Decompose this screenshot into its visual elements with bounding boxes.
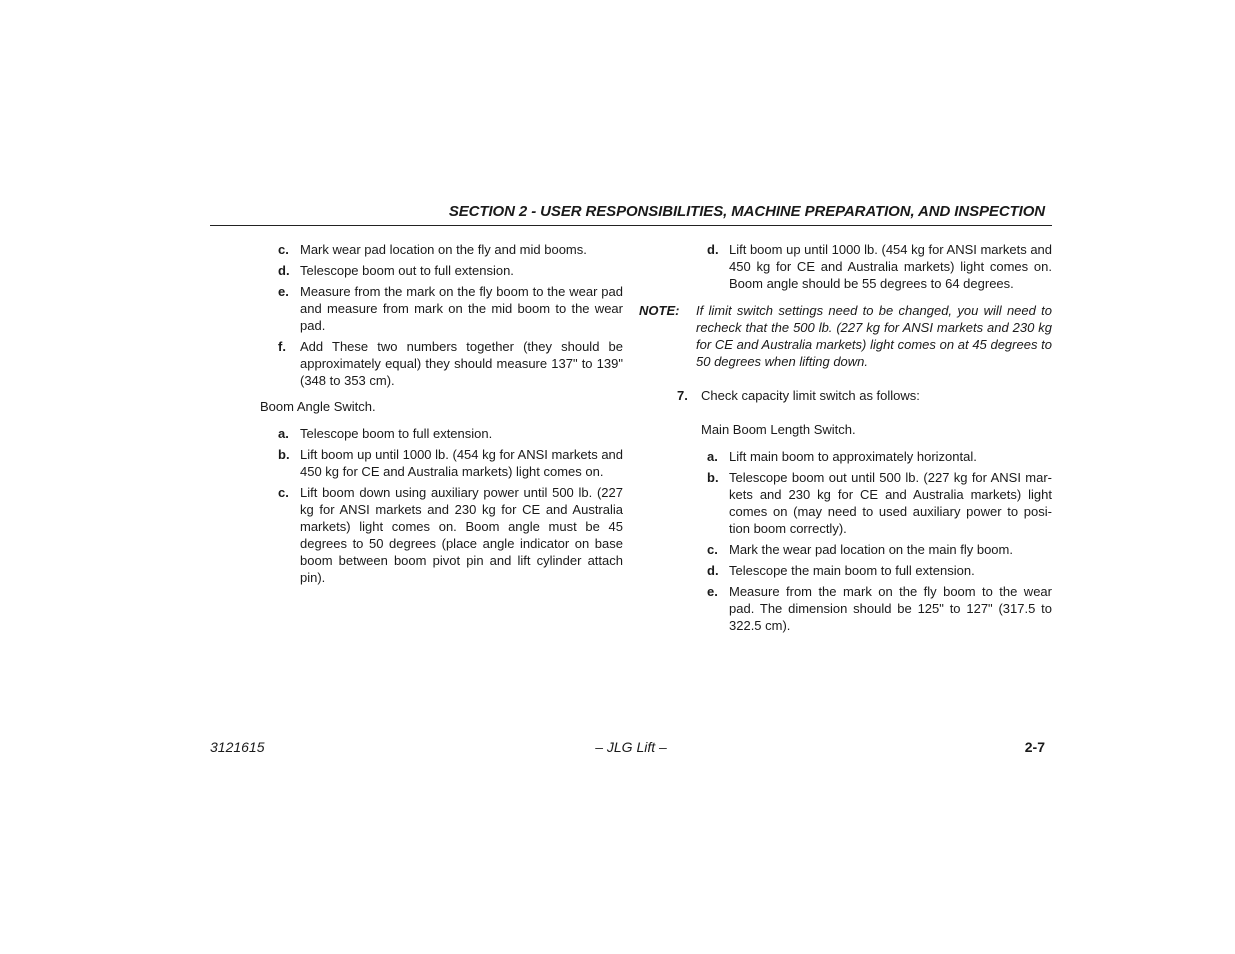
right-column xyxy=(639,241,1052,638)
list-item xyxy=(260,283,623,334)
subheading-main-boom-length-switch: Main Boom Length Switch. xyxy=(701,422,856,437)
footer-brand: – JLG Lift – xyxy=(595,739,667,755)
item-text: Add These two numbers together (they should be approximately equal) they should measure 137" to 139" (348 to 353 cm). xyxy=(300,339,623,388)
item-text: Telescope the main boom to full extension. xyxy=(729,563,975,578)
item-text: Measure from the mark on the fly boom to the wear pad. The dimension should be 125" to 127" (317.5 to 322.5 cm). xyxy=(729,584,1052,633)
list-item xyxy=(260,241,623,258)
item-marker: a. xyxy=(278,426,289,441)
note-block xyxy=(639,302,1052,370)
step-text: Check capacity limit switch as follows: xyxy=(701,388,920,403)
item-marker: c. xyxy=(707,542,718,557)
page-number: 2-7 xyxy=(1024,739,1045,755)
list-item xyxy=(260,446,623,480)
item-marker: a. xyxy=(707,449,718,464)
item-marker: e. xyxy=(707,584,718,599)
item-marker: b. xyxy=(707,470,719,485)
section-title: SECTION 2 - USER RESPONSIBILITIES, MACHINE PREPARATION, AND INSPECTION xyxy=(448,203,1045,220)
list-item xyxy=(639,562,1052,579)
item-marker: e. xyxy=(278,284,289,299)
list-item xyxy=(639,469,1052,537)
subheading-boom-angle-switch: Boom Angle Switch. xyxy=(260,399,376,414)
item-marker: c. xyxy=(278,242,289,257)
left-column xyxy=(260,241,623,590)
list-item xyxy=(260,484,623,586)
item-marker: d. xyxy=(278,263,290,278)
list-item xyxy=(260,262,623,279)
list-item xyxy=(639,241,1052,292)
item-text: Mark wear pad location on the fly and mid booms. xyxy=(300,242,587,257)
page-header xyxy=(210,203,1052,226)
item-text: Mark the wear pad location on the main fly boom. xyxy=(729,542,1013,557)
step-number: 7. xyxy=(677,388,688,403)
list-item xyxy=(639,448,1052,465)
document-number: 3121615 xyxy=(210,739,265,755)
list-item xyxy=(260,425,623,442)
item-text: Lift boom up until 1000 lb. (454 kg for ANSI markets and 450 kg for CE and Australia markets) light comes on. xyxy=(300,447,624,479)
item-text: Telescope boom out to full extension. xyxy=(300,263,514,278)
item-marker: f. xyxy=(278,339,286,354)
note-label: NOTE: xyxy=(639,303,680,318)
item-text: Lift boom up until 1000 lb. (454 kg for ANSI markets and 450 kg for CE and Australia markets) light comes on. Boom angle should be 55 degrees to 64 degrees. xyxy=(729,242,1053,291)
step-item xyxy=(639,387,1052,404)
item-text: Lift main boom to approximately horizontal. xyxy=(729,449,977,464)
note-text: If limit switch settings need to be changed, you will need to recheck that the 500 lb. (227 kg for ANSI markets and 230 kg for CE and Australia markets) light comes on at 45 degrees to 50 degrees when lifting down. xyxy=(696,303,1052,369)
item-marker: d. xyxy=(707,563,719,578)
list-item xyxy=(639,541,1052,558)
item-text: Telescope boom to full extension. xyxy=(300,426,493,441)
item-marker: b. xyxy=(278,447,290,462)
item-marker: c. xyxy=(278,485,289,500)
item-marker: d. xyxy=(707,242,719,257)
item-text: Telescope boom out until 500 lb. (227 kg for ANSI mar- kets and 230 kg for CE and Australia markets) light comes on (may need to used auxiliary power to posi- tion boom correctly). xyxy=(729,470,1052,536)
item-text: Measure from the mark on the fly boom to the wear pad and measure from mark on the mid boom to the wear pad. xyxy=(300,284,623,333)
list-item xyxy=(260,338,623,389)
list-item xyxy=(639,583,1052,634)
item-text: Lift boom down using auxiliary power until 500 lb. (227 kg for ANSI markets and 230 kg for CE and Australia markets) light comes on. Boom angle must be 45 degrees to 50 degrees (place angle indicator on base boom between boom pivot pin and lift cylinder attach pin). xyxy=(300,485,623,585)
page-footer xyxy=(210,739,1052,757)
